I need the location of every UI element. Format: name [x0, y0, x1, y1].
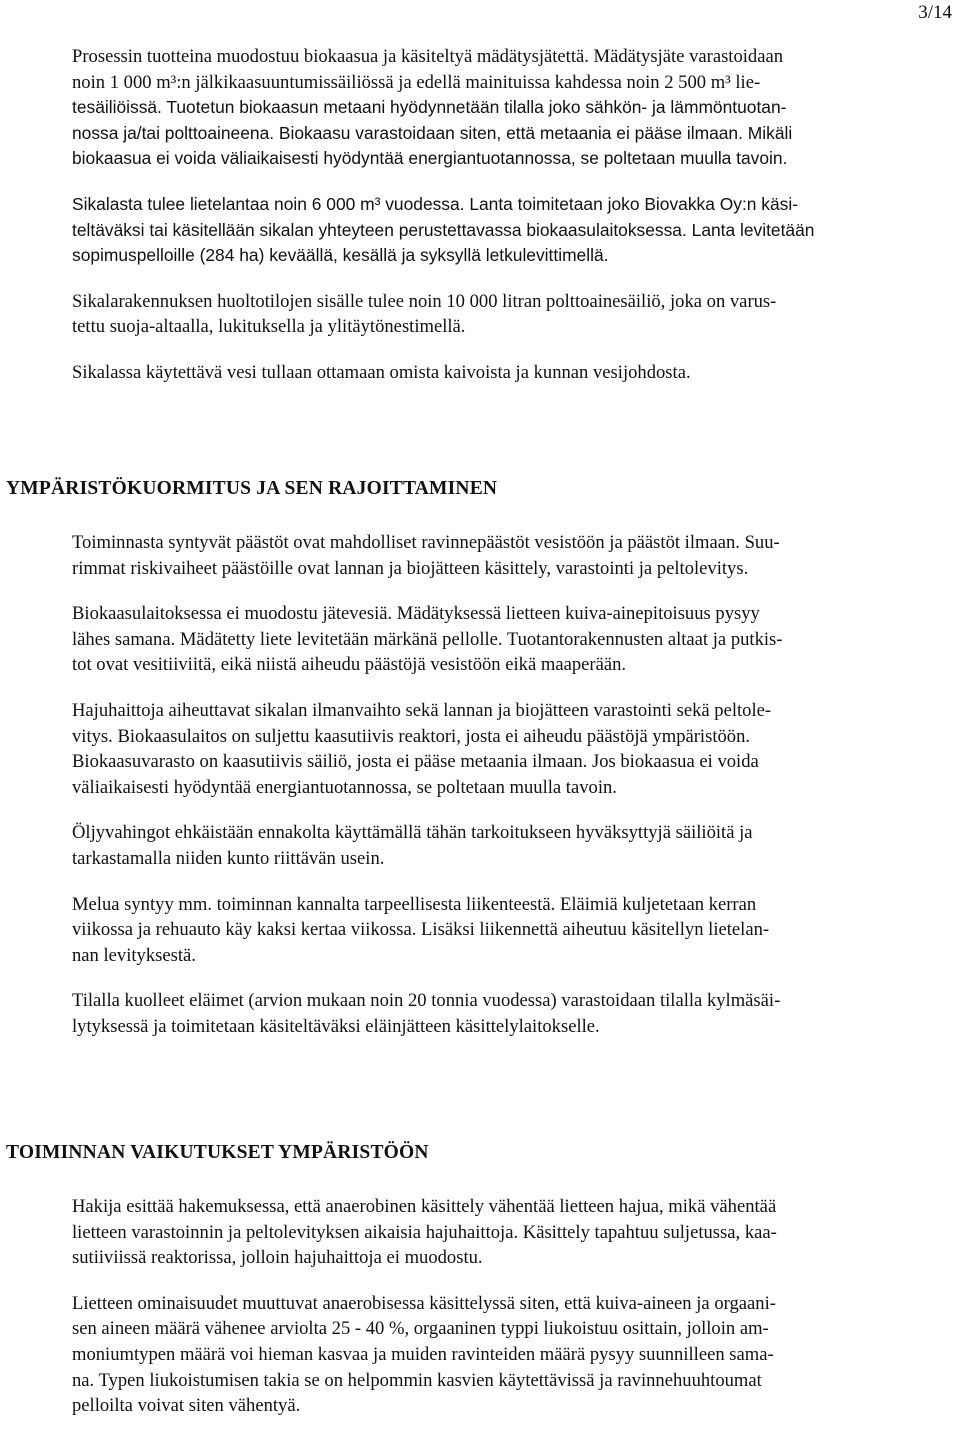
paragraph-emissions: [72, 530, 952, 581]
paragraph-noise: [72, 892, 952, 969]
paragraph-anaerobic-treatment: [72, 1194, 952, 1271]
text-line: Lietteen ominaisuudet muuttuvat anaerobisessa käsittelyssä siten, että kuiva-aineen ja orgaani-: [72, 1292, 776, 1314]
text-line: moniumtypen määrä voi hieman kasvaa ja muiden ravinteiden määrä pysyy suunnilleen sama-: [72, 1343, 774, 1365]
text-line: Hajuhaittoja aiheuttavat sikalan ilmanvaihto sekä lannan ja biojätteen varastointi sekä peltole-: [72, 699, 772, 721]
text-line: lähes samana. Mädätetty liete levitetään märkänä pellolle. Tuotantorakennusten altaat ja putkis-: [72, 628, 783, 650]
heading-environmental-effects: TOIMINNAN VAIKUTUKSET YMPÄRISTÖÖN: [6, 1142, 429, 1163]
text-line: Tilalla kuolleet eläimet (arvion mukaan noin 20 tonnia vuodessa) varastoidaan tilalla kylmäsäi-: [72, 990, 781, 1012]
paragraph-wastewater: [72, 601, 952, 678]
text-line: nossa ja/tai polttoaineena. Biokaasu varastoidaan siten, että metaania ei pääse ilmaan. Mikäli: [72, 122, 793, 143]
paragraph-sludge-properties: [72, 1291, 952, 1419]
text-line: sutiiviissä reaktorissa, jolloin hajuhaittoja ei muodostu.: [72, 1247, 483, 1269]
text-line: noin 1 000 m³:n jälkikaasuuntumissäiliössä ja edellä mainituissa kahdessa noin 2 500 m³ lie-: [72, 71, 761, 93]
text-line: Sikalasta tulee lietelantaa noin 6 000 m³ vuodessa. Lanta toimitetaan joko Biovakka Oy:n käsi-: [72, 193, 798, 214]
text-line: tesäiliöissä. Tuotetun biokaasun metaani hyödynnetään tilalla joko sähkön- ja lämmöntuotan-: [72, 97, 787, 118]
text-line: Prosessin tuotteina muodostuu biokaasua ja käsiteltyä mädätysjätettä. Mädätysjäte varastoidaan: [72, 46, 784, 67]
section-3: [72, 1194, 952, 1444]
text-line: Sikalarakennuksen huoltotilojen sisälle tulee noin 10 000 litran polttoainesäiliö, joka on varus-: [72, 290, 777, 312]
paragraph-odour: [72, 698, 952, 800]
text-line: rimmat riskivaiheet päästöille ovat lannan ja biojätteen käsittely, varastointi ja peltolevitys.: [72, 557, 749, 579]
text-line: tettu suoja-altaalla, lukituksella ja ylitäytönestimellä.: [72, 316, 466, 338]
text-line: Öljyvahingot ehkäistään ennakolta käyttämällä tähän tarkoitukseen hyväksyttyjä säiliöitä ja: [72, 822, 753, 844]
text-line: sen aineen määrä vähenee arviolta 25 - 40 %, orgaaninen typpi liukoistuu osittain, jolloin am-: [72, 1318, 769, 1340]
text-line: nan levityksestä.: [72, 944, 196, 966]
heading-environmental-load: YMPÄRISTÖKUORMITUS JA SEN RAJOITTAMINEN: [6, 478, 498, 499]
text-line: sopimuspelloille (284 ha) keväällä, kesällä ja syksyllä letkulevittimellä.: [72, 245, 609, 266]
paragraph-biogas-products: [72, 44, 952, 172]
text-line: Toiminnasta syntyvät päästöt ovat mahdolliset ravinnepäästöt vesistöön ja päästöt ilmaan. Suu-: [72, 532, 780, 553]
text-line: lytyksessä ja toimitetaan käsiteltäväksi eläinjätteen käsittelylaitokselle.: [72, 1015, 600, 1037]
text-line: tarkastamalla niiden kunto riittävän usein.: [72, 847, 385, 869]
page-number: 3/14: [918, 2, 952, 23]
text-line: pelloilta voivat siten vähentyä.: [72, 1395, 301, 1417]
text-line: viikossa ja rehuauto käy kaksi kertaa viikossa. Lisäksi liikennettä aiheutuu käsitellyn lietelan-: [72, 919, 770, 941]
paragraph-water: [72, 360, 952, 386]
text-line: Sikalassa käytettävä vesi tullaan ottamaan omista kaivoista ja kunnan vesijohdosta.: [72, 361, 691, 383]
paragraph-oil: [72, 820, 952, 871]
text-line: tot ovat vesitiiviitä, eikä niistä aiheudu päästöjä vesistöön eikä maaperään.: [72, 654, 627, 676]
text-line: lietteen varastoinnin ja peltolevityksen aikaisia hajuhaittoja. Käsittely tapahtuu suljetussa, kaa-: [72, 1221, 777, 1243]
text-line: teltäväksi tai käsitellään sikalan yhteyteen perustettavassa biokaasulaitoksessa. Lanta levitetään: [72, 219, 815, 240]
text-line: vitys. Biokaasulaitos on suljettu kaasutiivis reaktori, josta ei aiheudu päästöjä ympäristöön.: [72, 725, 751, 747]
text-line: Hakija esittää hakemuksessa, että anaerobinen käsittely vähentää lietteen hajua, mikä vähentää: [72, 1196, 777, 1217]
text-line: Melua syntyy mm. toiminnan kannalta tarpeellisesta liikenteestä. Eläimiä kuljetetaan kerran: [72, 893, 757, 915]
section-1: [72, 44, 952, 411]
text-line: Biokaasulaitoksessa ei muodostu jätevesiä. Mädätyksessä lietteen kuiva-ainepitoisuus pysyy: [72, 603, 760, 625]
text-line: Biokaasuvarasto on kaasutiivis säiliö, josta ei pääse metaania ilmaan. Jos biokaasua ei voida: [72, 751, 759, 773]
paragraph-manure: [72, 192, 952, 269]
text-line: na. Typen liukoistumisen takia se on helpommin kasvien käytettävissä ja ravinnehuuhtoumat: [72, 1369, 762, 1391]
paragraph-dead-animals: [72, 988, 952, 1039]
section-2: [72, 530, 952, 1065]
paragraph-fuel-tank: [72, 289, 952, 340]
text-line: biokaasua ei voida väliaikaisesti hyödyntää energiantuotannossa, se poltetaan muulla tavoin.: [72, 148, 788, 169]
text-line: väliaikaisesti hyödyntää energiantuotannossa, se poltetaan muulla tavoin.: [72, 776, 617, 798]
